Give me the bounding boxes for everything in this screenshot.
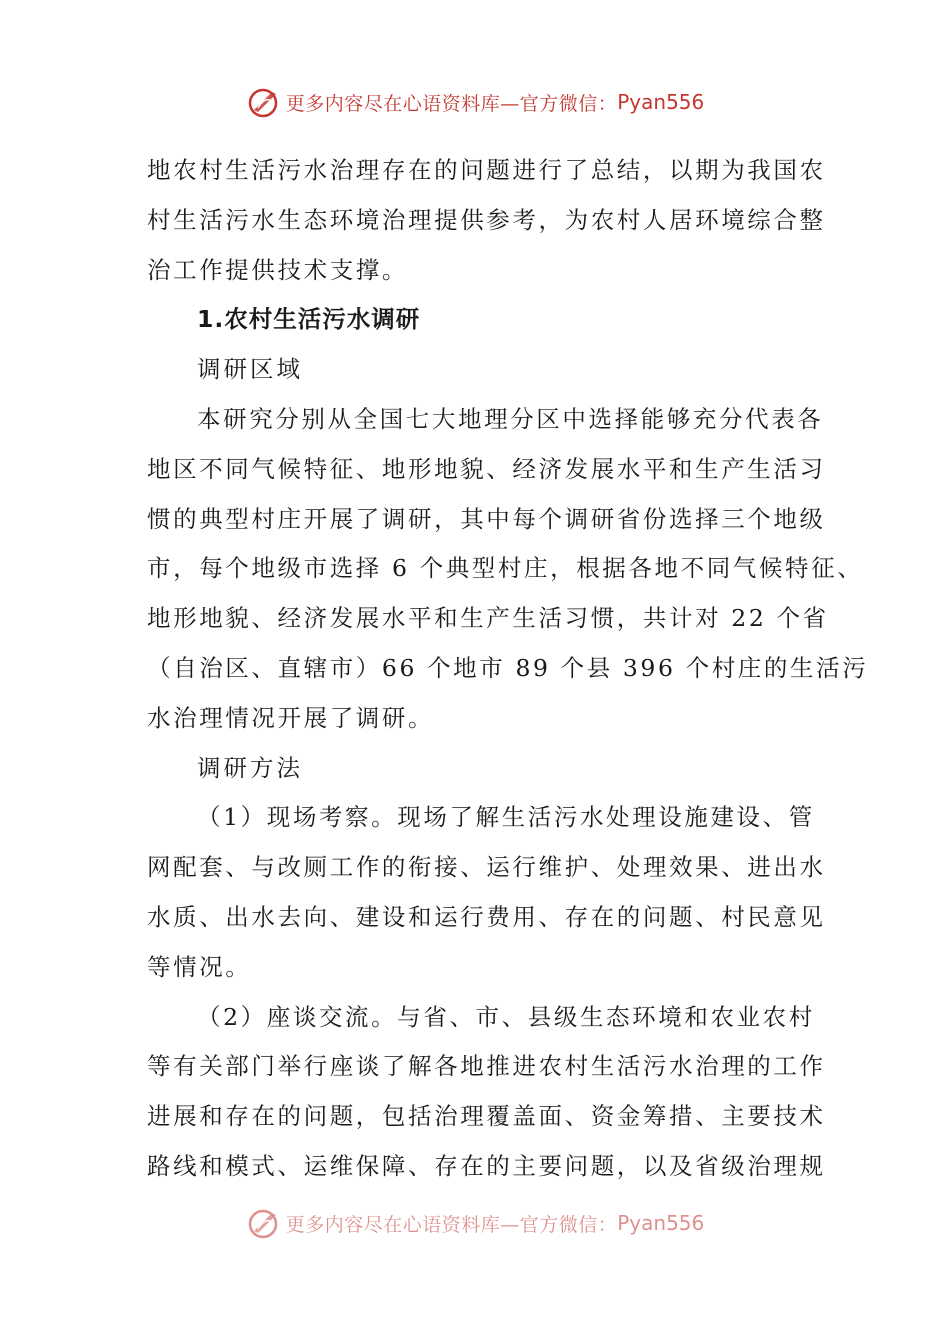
text-line: 市，每个地级市选择 6 个典型村庄，根据各地不同气候特征、 [147,554,864,583]
text-line: （1）现场考察。现场了解生活污水处理设施建设、管 [197,803,815,832]
text-line: 水质、出水去向、建设和运行费用、存在的问题、村民意见 [147,902,826,931]
method2-paragraph [147,993,826,1192]
subsection-heading-method: 调研方法 [197,753,303,782]
text-line: 进展和存在的问题，包括治理覆盖面、资金筹措、主要技术 [147,1102,826,1131]
text-line: 地农村生活污水治理存在的问题进行了总结，以期为我国农 [147,156,826,184]
watermark-handle: Pyan556 [617,90,705,114]
area-paragraph [147,395,869,744]
watermark-banner-bottom [0,1203,950,1243]
text-line: 本研究分别从全国七大地理分区中选择能够充分代表各 [197,404,824,433]
text-line: 惯的典型村庄开展了调研，其中每个调研省份选择三个地级 [147,504,826,533]
text-line: 等有关部门举行座谈了解各地推进农村生活污水治理的工作 [147,1052,826,1081]
pen-logo-icon [246,84,282,120]
text-line: 等情况。 [147,952,252,981]
text-line: （自治区、直辖市）66 个地市 89 个县 396 个村庄的生活污 [147,653,869,682]
method1-paragraph [147,793,826,992]
section-heading: 1.农村生活污水调研 [197,305,421,334]
text-line: 路线和模式、运维保障、存在的主要问题，以及省级治理规 [147,1151,826,1180]
pen-logo-icon [246,1205,282,1241]
watermark-text: 更多内容尽在心语资料库—官方微信： [285,1213,618,1236]
subsection-heading-area: 调研区域 [197,355,303,384]
text-line: 治工作提供技术支撑。 [147,255,408,284]
watermark-text: 更多内容尽在心语资料库—官方微信： [285,92,618,115]
text-line: 网配套、与改厕工作的衔接、运行维护、处理效果、进出水 [147,853,826,882]
text-line: 村生活污水生态环境治理提供参考，为农村人居环境综合整 [147,205,826,234]
intro-paragraph [147,146,826,295]
watermark-banner-top [0,82,950,122]
text-line: 地形地貌、经济发展水平和生产生活习惯，共计对 22 个省 [147,604,829,633]
watermark-handle: Pyan556 [617,1211,705,1235]
text-line: （2）座谈交流。与省、市、县级生态环境和农业农村 [197,1002,815,1031]
text-line: 水治理情况开展了调研。 [147,703,435,732]
document-body [147,146,869,1192]
text-line: 地区不同气候特征、地形地貌、经济发展水平和生产生活习 [147,454,826,483]
